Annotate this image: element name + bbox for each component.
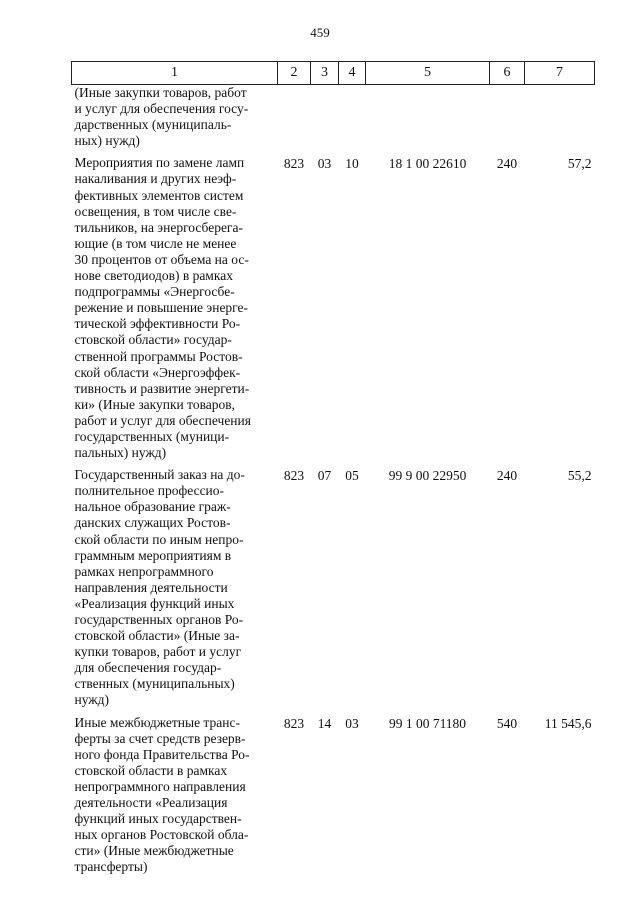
- header-col-7: 7: [525, 62, 595, 85]
- header-col-2: 2: [278, 62, 311, 85]
- row-code-3: [311, 85, 339, 150]
- row-amount: [525, 85, 595, 150]
- header-col-5: 5: [366, 62, 490, 85]
- row-code-2: 823: [283, 156, 305, 172]
- row-code-6: 540: [496, 715, 518, 731]
- page-number: 459: [310, 25, 330, 40]
- row-description: Государственный заказ на до- полнительное профессио- нальное образование граж- данских служащих Ростов- ской области по иным непро- граммным мероприятиям в рамках непрограммного направления деятельности «Реализация функций иных государственных органов Ро- стовской области» (Иные за- купки товаров, работ и услуг для обеспечения государ- ственных (муниципальных) нужд): [74, 467, 245, 708]
- row-amount: 11 545,6: [544, 715, 592, 731]
- row-code-5: 99 1 00 71180: [388, 715, 467, 731]
- header-col-4: 4: [339, 62, 366, 85]
- row-code-4: 05: [345, 468, 359, 484]
- row-code-5: 18 1 00 22610: [388, 156, 467, 172]
- row-code-6: [490, 85, 525, 150]
- row-code-4: 10: [345, 156, 359, 172]
- row-code-5: 99 9 00 22950: [388, 468, 467, 484]
- row-code-5: [366, 85, 490, 150]
- row-code-6: 240: [496, 468, 518, 484]
- row-code-4: 03: [345, 715, 359, 731]
- table-row: [72, 85, 595, 150]
- row-code-6: 240: [496, 156, 518, 172]
- table-row: [72, 467, 595, 708]
- row-code-3: 14: [317, 715, 332, 731]
- row-description: Мероприятия по замене ламп накаливания и других неэф- фективных элементов систем освещения, в том числе све- тильников, на энергосберега- ющие (в том числе не менее 30 процентов от объема на ос- нове светодиодов) в рамках подпрограммы «Энергосбе- режение и повышение энерге- тической эффективности Ро- стовской области» государ- ственной программы Ростов- ской области «Энергоэффек- тивность и развитие энергети- ки» (Иные закупки товаров, работ и услуг для обеспечения государственных (муници- пальных) нужд): [74, 155, 251, 461]
- row-code-4: [339, 85, 366, 150]
- row-code-2: [278, 85, 311, 150]
- row-description: (Иные закупки товаров, работ и услуг для обеспечения госу- дарственных (муниципаль- ных) нужд): [74, 85, 249, 149]
- header-col-3: 3: [311, 62, 339, 85]
- table-row: [72, 715, 595, 876]
- row-amount: 57,2: [567, 156, 592, 172]
- header-col-6: 6: [490, 62, 525, 85]
- header-col-1: 1: [72, 62, 278, 85]
- row-code-3: 07: [317, 468, 332, 484]
- row-code-3: 03: [317, 156, 332, 172]
- row-code-2: 823: [283, 715, 305, 731]
- budget-table: [71, 61, 595, 876]
- row-description: Иные межбюджетные транс- ферты за счет средств резерв- ного фонда Правительства Ро- стовской области в рамках непрограммного направления деятельности «Реализация функций иных государствен- ных органов Ростовской обла- сти» (Иные межбюджетные трансферты): [74, 714, 250, 875]
- table-row: [72, 155, 595, 461]
- header-row: [72, 62, 595, 85]
- row-code-2: 823: [283, 468, 305, 484]
- row-amount: 55,2: [567, 468, 592, 484]
